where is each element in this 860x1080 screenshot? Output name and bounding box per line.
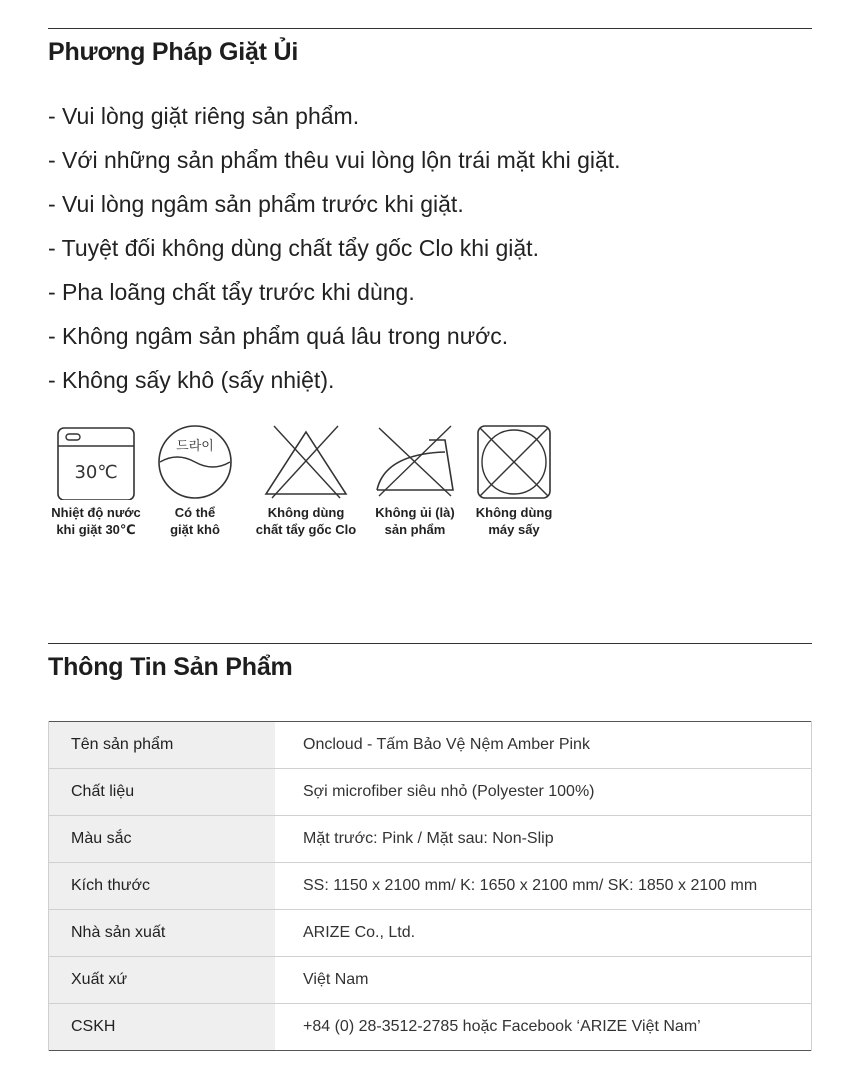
row-value: Việt Nam xyxy=(275,957,812,1004)
no-iron-icon xyxy=(373,424,457,500)
wash-temp-text: 30℃ xyxy=(74,462,118,483)
table-row xyxy=(49,910,812,957)
symbol-label: Có thể giặt khô xyxy=(170,505,220,537)
care-instruction-item: - Với những sản phẩm thêu vui lòng lộn trái mặt khi giặt. xyxy=(48,147,621,173)
row-key: Nhà sản xuất xyxy=(49,910,276,957)
care-instruction-item: - Không sấy khô (sấy nhiệt). xyxy=(48,367,335,393)
symbol-label: Không dùng máy sấy xyxy=(475,505,553,537)
care-instruction-item: - Vui lòng giặt riêng sản phẩm. xyxy=(48,103,360,129)
care-section-title: Phương Pháp Giặt Ủi xyxy=(48,38,299,66)
row-value: Mặt trước: Pink / Mặt sau: Non-Slip xyxy=(275,816,812,863)
care-section-top-rule xyxy=(48,28,812,29)
table-row xyxy=(49,1004,812,1051)
no-bleach-icon xyxy=(264,424,348,500)
table-row xyxy=(49,722,812,769)
care-instruction-item: - Tuyệt đối không dùng chất tẩy gốc Clo khi giặt. xyxy=(48,235,539,261)
row-value: Sợi microfiber siêu nhỏ (Polyester 100%) xyxy=(275,769,812,816)
table-row xyxy=(49,957,812,1004)
table-row xyxy=(49,863,812,910)
care-symbols-row xyxy=(0,420,600,550)
product-section-title: Thông Tin Sản Phẩm xyxy=(48,653,293,681)
product-section-top-rule xyxy=(48,643,812,644)
row-key: Xuất xứ xyxy=(49,957,276,1004)
row-key: Tên sản phẩm xyxy=(49,722,276,769)
row-key: Màu sắc xyxy=(49,816,276,863)
care-instruction-item: - Không ngâm sản phẩm quá lâu trong nước. xyxy=(48,323,509,349)
care-instruction-item: - Pha loãng chất tẩy trước khi dùng. xyxy=(48,279,415,305)
row-value: ARIZE Co., Ltd. xyxy=(275,910,812,957)
dry-clean-text: 드라이 xyxy=(176,439,214,454)
care-instructions-list xyxy=(48,94,621,402)
row-key: Kích thước xyxy=(49,863,276,910)
row-value: Oncloud - Tấm Bảo Vệ Nệm Amber Pink xyxy=(275,722,812,769)
table-row xyxy=(49,769,812,816)
washing-machine-30c-icon xyxy=(56,424,136,500)
row-value: SS: 1150 x 2100 mm/ K: 1650 x 2100 mm/ SK: 1850 x 2100 mm xyxy=(275,863,812,910)
care-instruction-item: - Vui lòng ngâm sản phẩm trước khi giặt. xyxy=(48,191,464,217)
product-info-table xyxy=(48,721,812,1051)
row-value: +84 (0) 28-3512-2785 hoặc Facebook ‘ARIZE Việt Nam’ xyxy=(275,1004,812,1051)
symbol-label: Không dùng chất tẩy gốc Clo xyxy=(255,505,357,537)
symbol-label: Nhiệt độ nước khi giặt 30℃ xyxy=(51,505,141,537)
row-key: CSKH xyxy=(49,1004,276,1051)
no-tumble-dry-icon xyxy=(476,424,552,500)
table-row xyxy=(49,816,812,863)
row-key: Chất liệu xyxy=(49,769,276,816)
symbol-label: Không ủi (là) sản phẩm xyxy=(375,505,455,537)
dry-clean-icon xyxy=(156,424,234,502)
